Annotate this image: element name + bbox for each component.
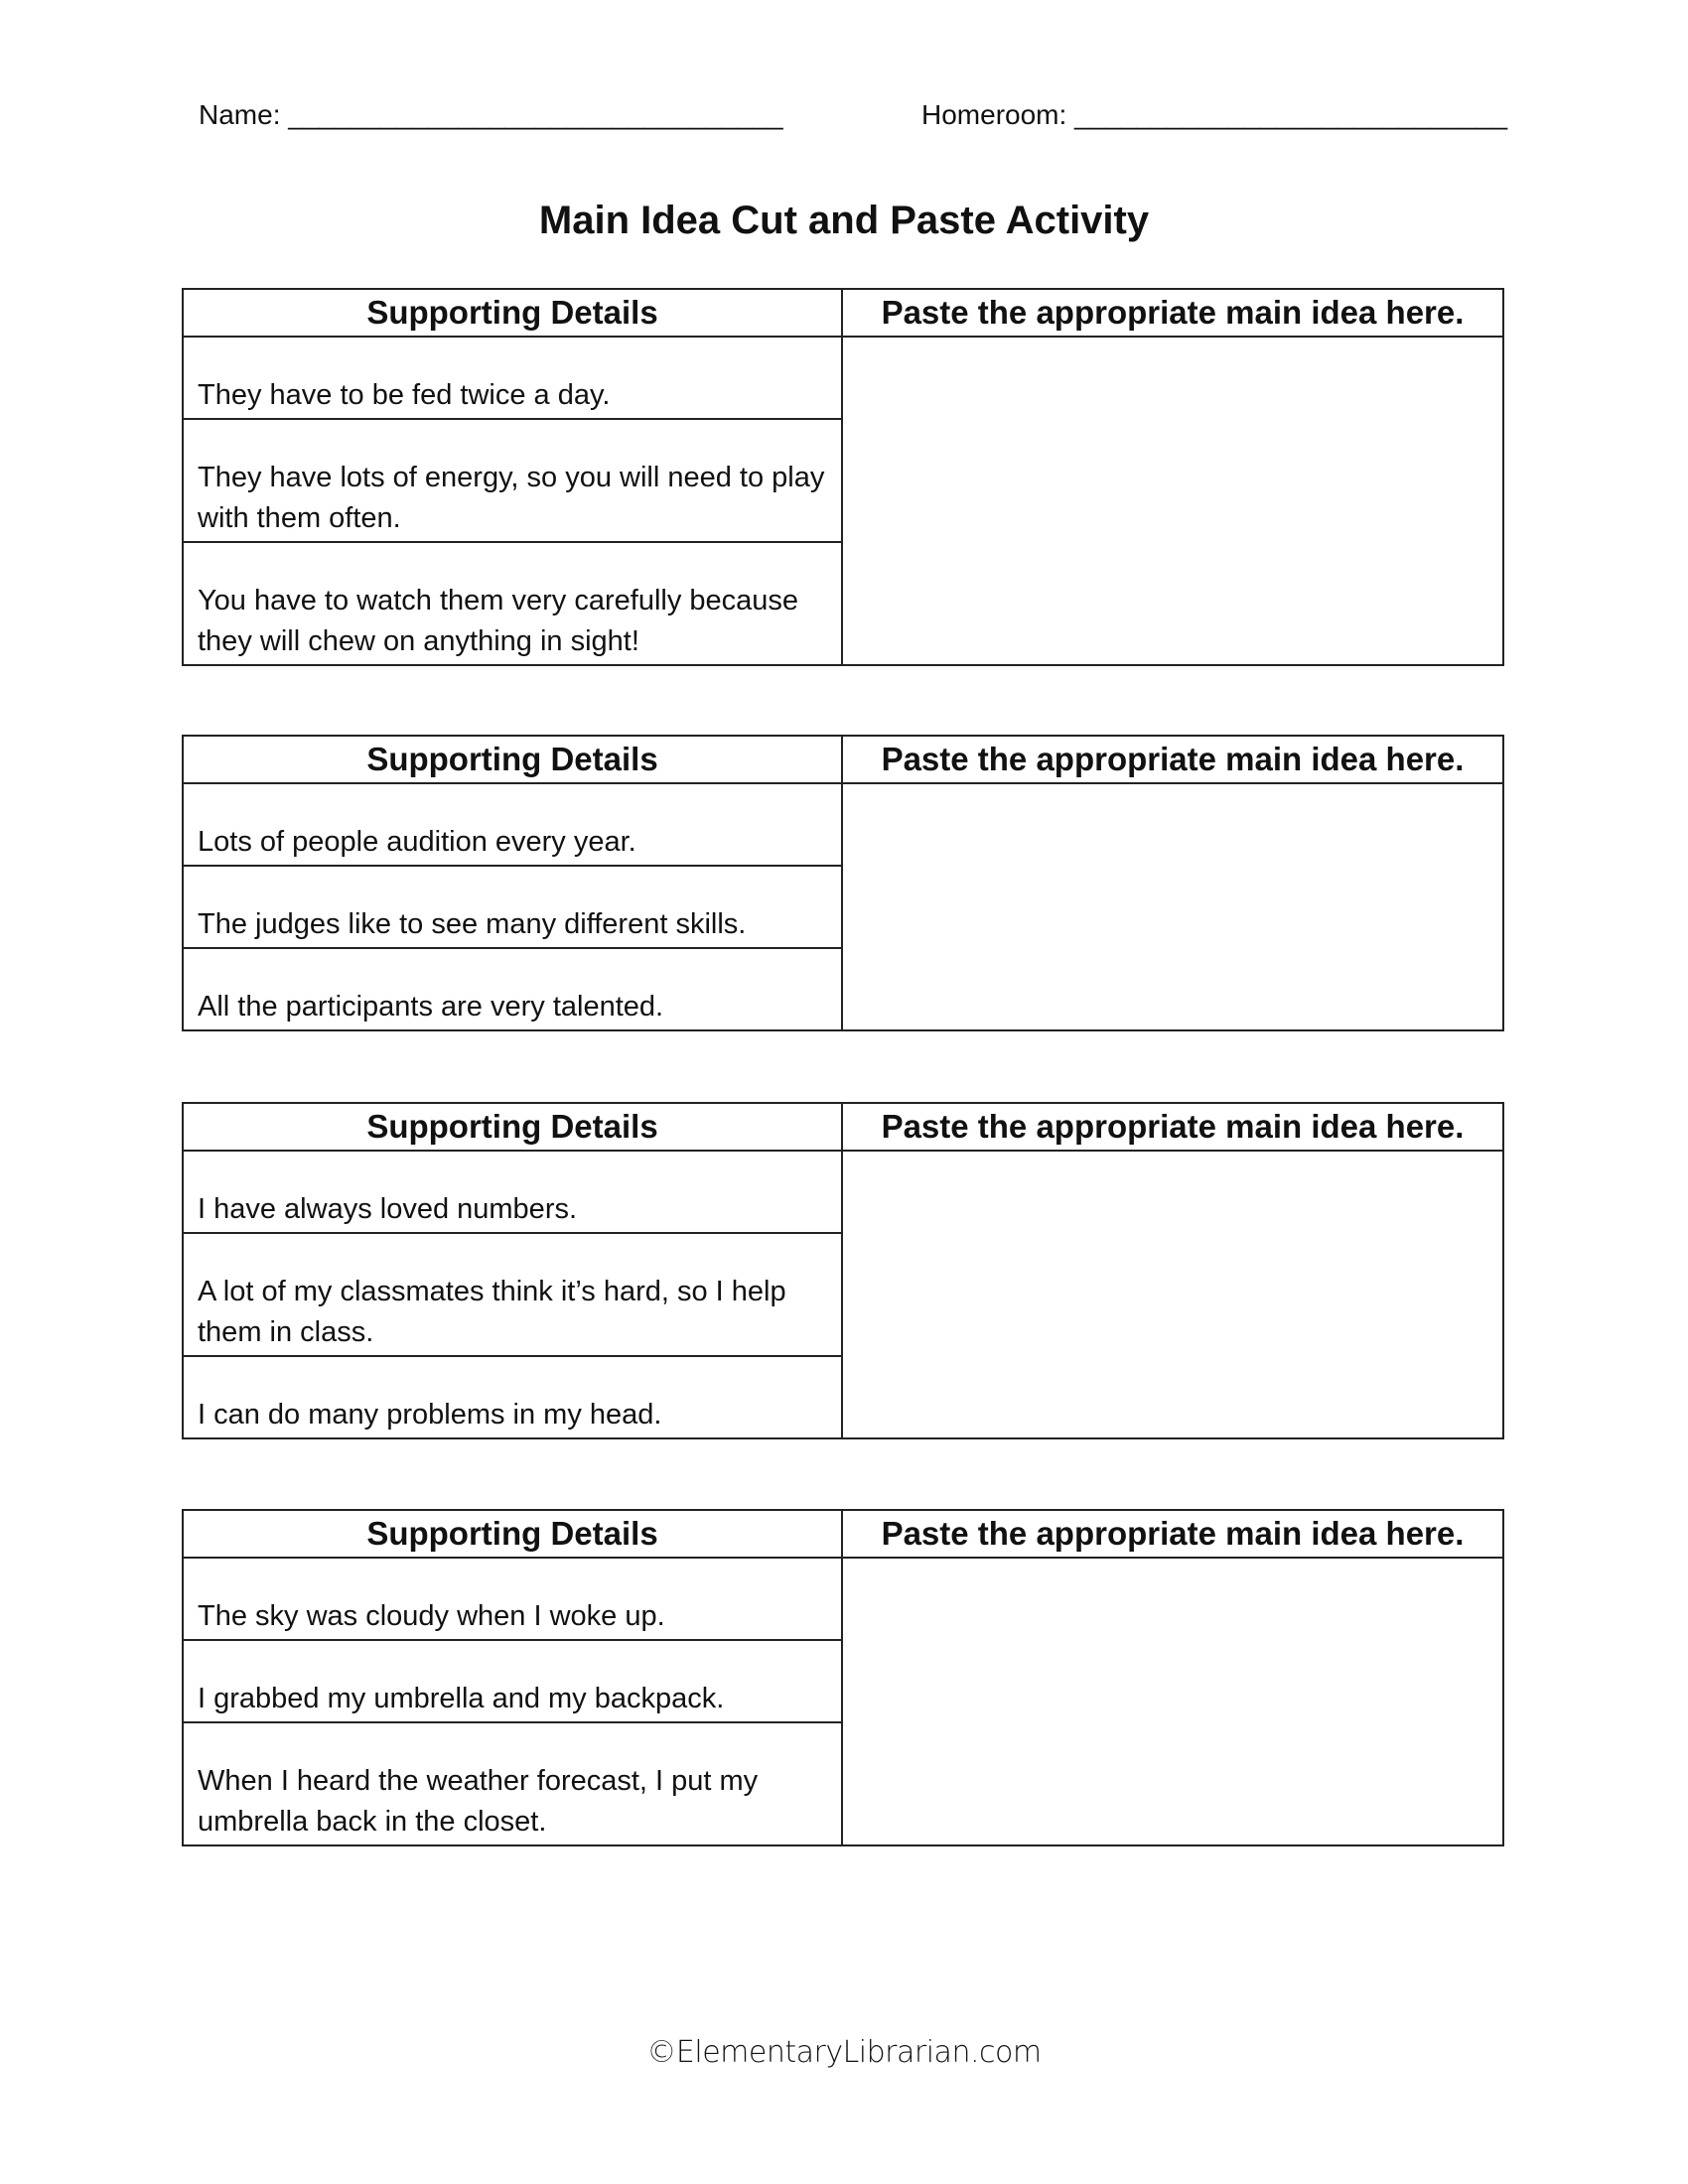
main-idea-header: Paste the appropriate main idea here. bbox=[842, 1103, 1503, 1151]
supporting-detail: I can do many problems in my head. bbox=[183, 1356, 842, 1438]
copyright-footer: ©ElementaryLibrarian.com bbox=[646, 2035, 1042, 2070]
main-idea-header: Paste the appropriate main idea here. bbox=[842, 736, 1503, 783]
main-idea-table-4 bbox=[182, 1509, 1504, 1846]
supporting-detail: They have to be fed twice a day. bbox=[183, 337, 842, 419]
supporting-detail: Lots of people audition every year. bbox=[183, 783, 842, 866]
main-idea-table-3 bbox=[182, 1102, 1504, 1439]
main-idea-header: Paste the appropriate main idea here. bbox=[842, 289, 1503, 337]
name-field-label: Name: ________________________________ bbox=[199, 99, 783, 130]
supporting-details-header: Supporting Details bbox=[183, 1510, 842, 1558]
main-idea-paste-area[interactable] bbox=[842, 783, 1503, 1030]
supporting-detail: A lot of my classmates think it’s hard, so I help them in class. bbox=[183, 1233, 842, 1356]
supporting-details-header: Supporting Details bbox=[183, 736, 842, 783]
main-idea-paste-area[interactable] bbox=[842, 1558, 1503, 1845]
supporting-detail: I grabbed my umbrella and my backpack. bbox=[183, 1640, 842, 1722]
supporting-detail: When I heard the weather forecast, I put my umbrella back in the closet. bbox=[183, 1722, 842, 1845]
supporting-detail: You have to watch them very carefully because they will chew on anything in sight! bbox=[183, 542, 842, 665]
supporting-details-header: Supporting Details bbox=[183, 289, 842, 337]
supporting-details-header: Supporting Details bbox=[183, 1103, 842, 1151]
supporting-detail: I have always loved numbers. bbox=[183, 1151, 842, 1233]
main-idea-header: Paste the appropriate main idea here. bbox=[842, 1510, 1503, 1558]
supporting-detail: The sky was cloudy when I woke up. bbox=[183, 1558, 842, 1640]
main-idea-table-1 bbox=[182, 288, 1504, 666]
main-idea-table-2 bbox=[182, 735, 1504, 1031]
main-idea-paste-area[interactable] bbox=[842, 1151, 1503, 1438]
supporting-detail: They have lots of energy, so you will need to play with them often. bbox=[183, 419, 842, 542]
supporting-detail: The judges like to see many different skills. bbox=[183, 866, 842, 948]
homeroom-field-label: Homeroom: ____________________________ bbox=[921, 99, 1508, 130]
main-idea-paste-area[interactable] bbox=[842, 337, 1503, 665]
page-title: Main Idea Cut and Paste Activity bbox=[538, 199, 1150, 242]
supporting-detail: All the participants are very talented. bbox=[183, 948, 842, 1030]
